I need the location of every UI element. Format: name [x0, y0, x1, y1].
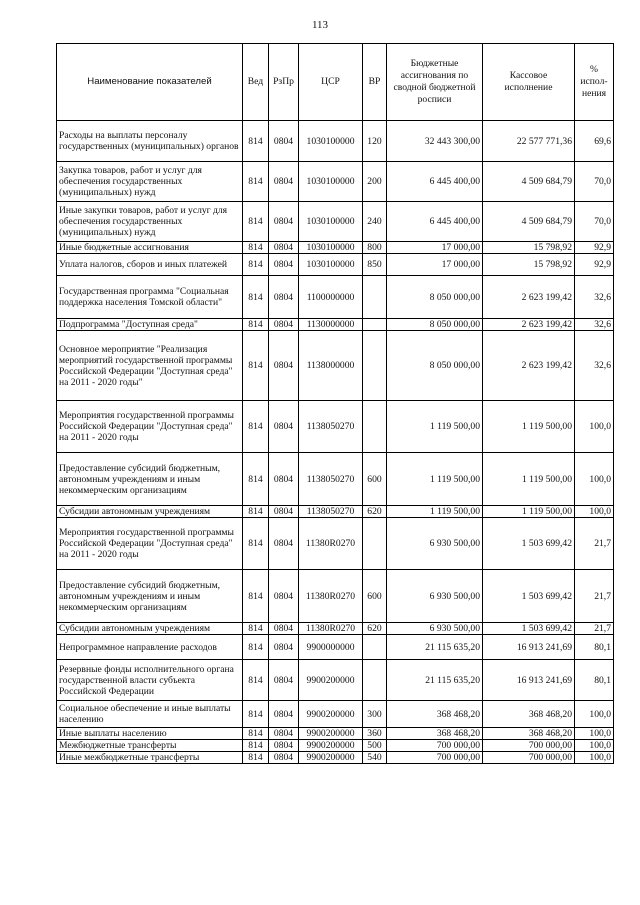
cell-assigned: 6 930 500,00 [387, 623, 483, 635]
table-row [57, 162, 614, 202]
cell-executed: 1 119 500,00 [483, 453, 575, 506]
cell-csr: 1138000000 [299, 331, 363, 401]
cell-vr [363, 401, 387, 453]
cell-vr [363, 660, 387, 701]
header-name: Наименование показателей [57, 44, 243, 121]
cell-csr: 1130000000 [299, 319, 363, 331]
cell-ved: 814 [243, 728, 269, 740]
cell-ved: 814 [243, 518, 269, 570]
table-row [57, 319, 614, 331]
cell-executed: 16 913 241,69 [483, 660, 575, 701]
cell-name: Иные бюджетные ассигнования [57, 242, 243, 254]
header-row [57, 44, 614, 121]
cell-csr: 9900200000 [299, 728, 363, 740]
cell-rzpr: 0804 [269, 319, 299, 331]
cell-name: Расходы на выплаты персоналу государственных (муниципальных) органов [57, 121, 243, 162]
cell-executed: 2 623 199,42 [483, 276, 575, 319]
table-row [57, 752, 614, 764]
cell-rzpr: 0804 [269, 202, 299, 242]
cell-name: Мероприятия государственной программы Российской Федерации "Доступная среда" на 2011 - 2020 годы [57, 518, 243, 570]
table-row [57, 506, 614, 518]
cell-vr: 540 [363, 752, 387, 764]
cell-vr [363, 319, 387, 331]
cell-assigned: 1 119 500,00 [387, 506, 483, 518]
cell-assigned: 8 050 000,00 [387, 319, 483, 331]
cell-vr [363, 518, 387, 570]
cell-assigned: 368 468,20 [387, 701, 483, 728]
table-row [57, 701, 614, 728]
cell-ved: 814 [243, 242, 269, 254]
cell-assigned: 17 000,00 [387, 254, 483, 276]
cell-percent: 92,9 [575, 242, 614, 254]
cell-name: Межбюджетные трансферты [57, 740, 243, 752]
table-row [57, 660, 614, 701]
cell-rzpr: 0804 [269, 276, 299, 319]
table-row [57, 331, 614, 401]
table-row [57, 570, 614, 623]
cell-rzpr: 0804 [269, 331, 299, 401]
table-row [57, 121, 614, 162]
cell-csr: 1138050270 [299, 401, 363, 453]
cell-ved: 814 [243, 570, 269, 623]
cell-executed: 16 913 241,69 [483, 635, 575, 660]
cell-rzpr: 0804 [269, 254, 299, 276]
cell-ved: 814 [243, 254, 269, 276]
cell-rzpr: 0804 [269, 660, 299, 701]
cell-vr: 620 [363, 506, 387, 518]
cell-executed: 368 468,20 [483, 701, 575, 728]
cell-percent: 32,6 [575, 276, 614, 319]
cell-percent: 100,0 [575, 701, 614, 728]
cell-percent: 80,1 [575, 660, 614, 701]
cell-csr: 1030100000 [299, 162, 363, 202]
cell-assigned: 1 119 500,00 [387, 453, 483, 506]
cell-ved: 814 [243, 401, 269, 453]
cell-percent: 100,0 [575, 740, 614, 752]
cell-csr: 1138050270 [299, 506, 363, 518]
table-row [57, 518, 614, 570]
cell-csr: 1030100000 [299, 121, 363, 162]
cell-ved: 814 [243, 276, 269, 319]
cell-name: Субсидии автономным учреждениям [57, 623, 243, 635]
header-ved: Вед [243, 44, 269, 121]
cell-percent: 100,0 [575, 453, 614, 506]
cell-name: Предоставление субсидий бюджетным, автономным учреждениям и иным некоммерческим организациям [57, 453, 243, 506]
cell-csr: 9900200000 [299, 660, 363, 701]
cell-csr: 9900200000 [299, 701, 363, 728]
cell-percent: 70,0 [575, 162, 614, 202]
cell-assigned: 6 930 500,00 [387, 570, 483, 623]
cell-rzpr: 0804 [269, 518, 299, 570]
cell-csr: 1030100000 [299, 242, 363, 254]
cell-percent: 69,6 [575, 121, 614, 162]
cell-executed: 1 119 500,00 [483, 401, 575, 453]
cell-csr: 9900200000 [299, 740, 363, 752]
cell-rzpr: 0804 [269, 740, 299, 752]
cell-percent: 21,7 [575, 623, 614, 635]
cell-percent: 32,6 [575, 319, 614, 331]
cell-rzpr: 0804 [269, 162, 299, 202]
cell-vr: 200 [363, 162, 387, 202]
table-row [57, 202, 614, 242]
cell-name: Иные выплаты населению [57, 728, 243, 740]
cell-csr: 1138050270 [299, 453, 363, 506]
cell-name: Подпрограмма "Доступная среда" [57, 319, 243, 331]
cell-executed: 15 798,92 [483, 254, 575, 276]
cell-rzpr: 0804 [269, 453, 299, 506]
cell-executed: 700 000,00 [483, 740, 575, 752]
cell-percent: 100,0 [575, 506, 614, 518]
table-row [57, 740, 614, 752]
cell-rzpr: 0804 [269, 121, 299, 162]
cell-vr: 600 [363, 570, 387, 623]
cell-vr [363, 635, 387, 660]
cell-rzpr: 0804 [269, 701, 299, 728]
cell-name: Основное мероприятие "Реализация мероприятий государственной программы Российской Федерации "Доступная среда" на 2011 - 2020 годы" [57, 331, 243, 401]
cell-name: Предоставление субсидий бюджетным, автономным учреждениям и иным некоммерческим организациям [57, 570, 243, 623]
cell-assigned: 1 119 500,00 [387, 401, 483, 453]
cell-executed: 1 503 699,42 [483, 570, 575, 623]
cell-percent: 80,1 [575, 635, 614, 660]
cell-vr: 360 [363, 728, 387, 740]
cell-vr [363, 331, 387, 401]
header-rzpr: РзПр [269, 44, 299, 121]
cell-executed: 1 119 500,00 [483, 506, 575, 518]
cell-csr: 9900000000 [299, 635, 363, 660]
cell-executed: 1 503 699,42 [483, 623, 575, 635]
cell-csr: 1030100000 [299, 202, 363, 242]
cell-name: Иные закупки товаров, работ и услуг для обеспечения государственных (муниципальных) нужд [57, 202, 243, 242]
cell-vr: 850 [363, 254, 387, 276]
cell-rzpr: 0804 [269, 401, 299, 453]
cell-ved: 814 [243, 701, 269, 728]
cell-assigned: 6 445 400,00 [387, 202, 483, 242]
cell-vr: 800 [363, 242, 387, 254]
table-row [57, 401, 614, 453]
table-row [57, 254, 614, 276]
cell-name: Непрограммное направление расходов [57, 635, 243, 660]
cell-name: Субсидии автономным учреждениям [57, 506, 243, 518]
header-assigned: Бюджетные ассигнования по сводной бюджетной росписи [387, 44, 483, 121]
page-number: 113 [311, 19, 329, 31]
cell-assigned: 700 000,00 [387, 740, 483, 752]
header-executed: Кассовое исполнение [483, 44, 575, 121]
table-row [57, 453, 614, 506]
cell-vr: 120 [363, 121, 387, 162]
cell-rzpr: 0804 [269, 506, 299, 518]
cell-percent: 32,6 [575, 331, 614, 401]
cell-ved: 814 [243, 752, 269, 764]
cell-csr: 11380R0270 [299, 518, 363, 570]
budget-table [56, 43, 614, 764]
cell-executed: 15 798,92 [483, 242, 575, 254]
cell-assigned: 6 445 400,00 [387, 162, 483, 202]
cell-name: Резервные фонды исполнительного органа государственной власти субъекта Российской Федерации [57, 660, 243, 701]
table-row [57, 728, 614, 740]
header-csr: ЦСР [299, 44, 363, 121]
cell-vr: 620 [363, 623, 387, 635]
cell-percent: 70,0 [575, 202, 614, 242]
cell-executed: 1 503 699,42 [483, 518, 575, 570]
cell-csr: 9900200000 [299, 752, 363, 764]
cell-csr: 11380R0270 [299, 570, 363, 623]
cell-executed: 368 468,20 [483, 728, 575, 740]
cell-executed: 4 509 684,79 [483, 202, 575, 242]
cell-percent: 100,0 [575, 752, 614, 764]
cell-rzpr: 0804 [269, 635, 299, 660]
cell-ved: 814 [243, 635, 269, 660]
cell-ved: 814 [243, 506, 269, 518]
cell-percent: 21,7 [575, 570, 614, 623]
cell-ved: 814 [243, 740, 269, 752]
cell-ved: 814 [243, 660, 269, 701]
header-percent: % испол-нения [575, 44, 614, 121]
cell-percent: 100,0 [575, 401, 614, 453]
cell-executed: 22 577 771,36 [483, 121, 575, 162]
table-row [57, 242, 614, 254]
cell-assigned: 17 000,00 [387, 242, 483, 254]
table-row [57, 276, 614, 319]
cell-ved: 814 [243, 623, 269, 635]
cell-ved: 814 [243, 319, 269, 331]
cell-vr [363, 276, 387, 319]
cell-assigned: 8 050 000,00 [387, 276, 483, 319]
cell-rzpr: 0804 [269, 242, 299, 254]
cell-rzpr: 0804 [269, 728, 299, 740]
cell-name: Государственная программа "Социальная поддержка населения Томской области" [57, 276, 243, 319]
cell-name: Закупка товаров, работ и услуг для обеспечения государственных (муниципальных) нужд [57, 162, 243, 202]
cell-ved: 814 [243, 202, 269, 242]
cell-csr: 1030100000 [299, 254, 363, 276]
header-vr: ВР [363, 44, 387, 121]
cell-executed: 2 623 199,42 [483, 319, 575, 331]
cell-name: Социальное обеспечение и иные выплаты населению [57, 701, 243, 728]
cell-executed: 4 509 684,79 [483, 162, 575, 202]
cell-assigned: 32 443 300,00 [387, 121, 483, 162]
table-body [57, 121, 614, 764]
cell-assigned: 368 468,20 [387, 728, 483, 740]
cell-assigned: 8 050 000,00 [387, 331, 483, 401]
cell-ved: 814 [243, 331, 269, 401]
cell-ved: 814 [243, 162, 269, 202]
cell-ved: 814 [243, 453, 269, 506]
cell-csr: 11380R0270 [299, 623, 363, 635]
cell-vr: 300 [363, 701, 387, 728]
cell-assigned: 21 115 635,20 [387, 660, 483, 701]
cell-vr: 500 [363, 740, 387, 752]
cell-name: Иные межбюджетные трансферты [57, 752, 243, 764]
table-row [57, 623, 614, 635]
cell-executed: 2 623 199,42 [483, 331, 575, 401]
cell-rzpr: 0804 [269, 623, 299, 635]
cell-name: Уплата налогов, сборов и иных платежей [57, 254, 243, 276]
cell-percent: 21,7 [575, 518, 614, 570]
cell-rzpr: 0804 [269, 752, 299, 764]
cell-assigned: 6 930 500,00 [387, 518, 483, 570]
cell-vr: 600 [363, 453, 387, 506]
cell-assigned: 700 000,00 [387, 752, 483, 764]
cell-percent: 92,9 [575, 254, 614, 276]
cell-executed: 700 000,00 [483, 752, 575, 764]
table-row [57, 635, 614, 660]
cell-vr: 240 [363, 202, 387, 242]
cell-csr: 1100000000 [299, 276, 363, 319]
cell-assigned: 21 115 635,20 [387, 635, 483, 660]
cell-rzpr: 0804 [269, 570, 299, 623]
cell-percent: 100,0 [575, 728, 614, 740]
cell-name: Мероприятия государственной программы Российской Федерации "Доступная среда" на 2011 - 2020 годы [57, 401, 243, 453]
cell-ved: 814 [243, 121, 269, 162]
